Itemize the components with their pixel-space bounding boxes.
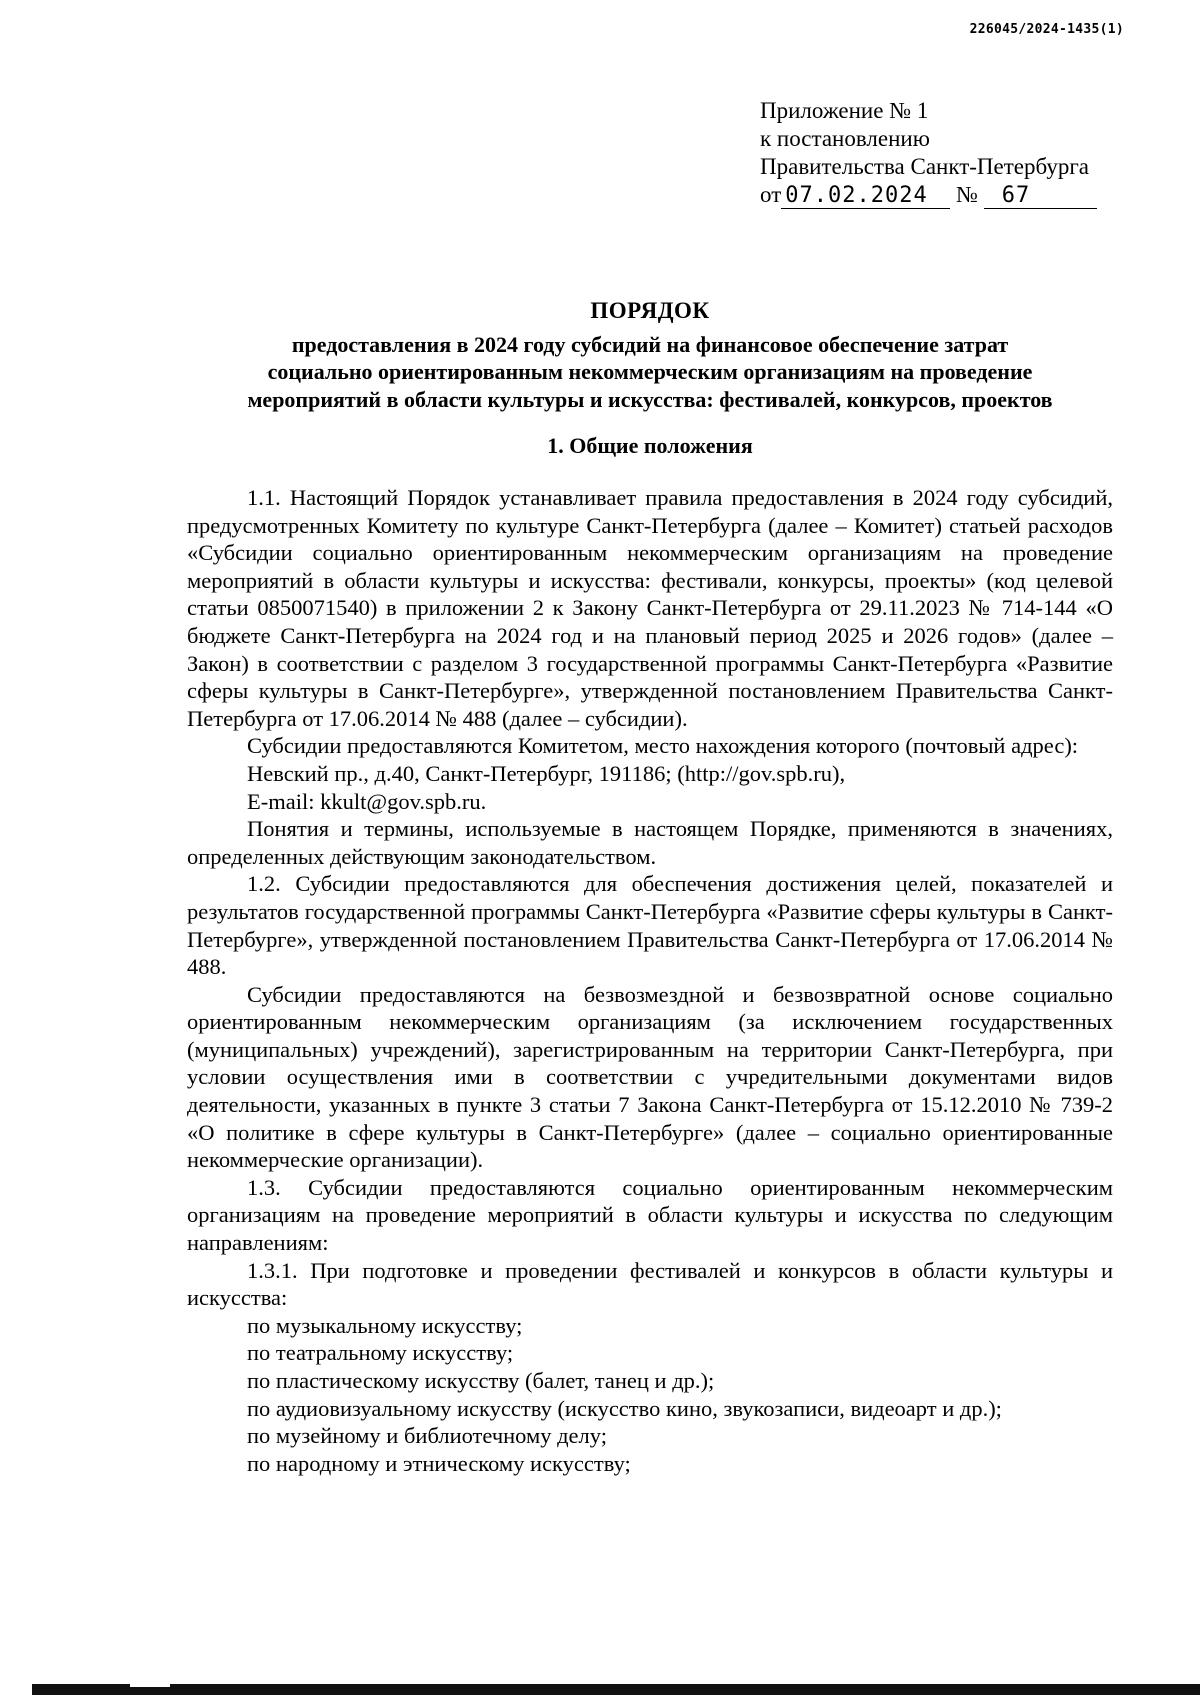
list-item: по музейному и библиотечному делу; (247, 1423, 607, 1449)
title-main: ПОРЯДОК (590, 298, 710, 323)
appendix-line-3: Правительства Санкт-Петербурга (760, 154, 1089, 179)
paragraph: Невский пр., д.40, Санкт-Петербург, 191186; (http://gov.spb.ru), (247, 760, 846, 786)
scan-edge-gap (130, 1684, 170, 1687)
paragraph: 1.3.1. При подготовке и проведении фестивалей и конкурсов в области культуры и искусства: (187, 1257, 1113, 1311)
section-heading: 1. Общие положения (547, 433, 753, 458)
scan-edge-bar (32, 1684, 1200, 1695)
list-item: по театральному искусству; (247, 1340, 514, 1366)
number-prefix: № (956, 182, 978, 207)
paragraph: Субсидии предоставляются на безвозмездной и безвозвратной основе социально ориентированным некоммерческим организациям (за исключением государственных (муниципальных) учреждений), зарегистрированным на территории Санкт-Петербурга, при условии осуществления ими в соответствии с учредительными документами видов деятельности, указанных в пункте 3 статьи 7 Закона Санкт-Петербурга от 15.12.2010 № 739-2 «О политике в сфере культуры в Санкт-Петербурге» (далее – социально ориентированные некоммерческие организации). (187, 981, 1113, 1173)
date-prefix: от (760, 182, 782, 207)
appendix-line-2: к постановлению (760, 126, 930, 151)
appendix-header (760, 97, 1097, 209)
paragraph: E-mail: kkult@gov.spb.ru. (247, 788, 487, 814)
paragraph: 1.2. Субсидии предоставляются для обеспечения достижения целей, показателей и результатов государственной программы Санкт-Петербурга «Развитие сферы культуры в Санкт-Петербурге», утвержденной постановлением Правительства Санкт-Петербурга от 17.06.2014 № 488. (187, 871, 1113, 980)
appendix-date-line (760, 181, 1097, 209)
paragraph: 1.3. Субсидии предоставляются социально ориентированным некоммерческим организациям на проведение мероприятий в области культуры и искусства по следующим направлениям: (187, 1174, 1113, 1256)
date-field (781, 183, 950, 209)
list-item: по музыкальному искусству; (247, 1312, 523, 1338)
list-item: по аудиовизуальному искусству (искусство кино, звукозаписи, видеоарт и др.); (247, 1395, 1002, 1421)
title-line-1: предоставления в 2024 году субсидий на финансовое обеспечение затрат (291, 331, 1009, 357)
document-id: 226045/2024-1435(1) (969, 22, 1124, 37)
paragraph: Субсидии предоставляются Комитетом, место нахождения которого (почтовый адрес): (247, 733, 1079, 759)
appendix-line-1: Приложение № 1 (760, 98, 929, 123)
number-value: 67 (1001, 183, 1031, 208)
document-title (190, 297, 1110, 413)
title-line-3: мероприятий в области культуры и искусства: фестивалей, конкурсов, проектов (247, 386, 1053, 412)
list-item: по пластическому искусству (балет, танец и др.); (247, 1368, 715, 1393)
list-item: по народному и этническому искусству; (247, 1450, 631, 1476)
title-line-2: социально ориентированным некоммерческим организациям на проведение (267, 359, 1033, 384)
paragraph: Понятия и термины, используемые в настоящем Порядке, применяются в значениях, определенных действующим законодательством. (187, 816, 1113, 869)
paragraph: 1.1. Настоящий Порядок устанавливает правила предоставления в 2024 году субсидий, предусмотренных Комитету по культуре Санкт-Петербурга (далее – Комитет) статьей расходов «Субсидии социально ориентированным некоммерческим организациям на проведение мероприятий в области культуры и искусства: фестивали, конкурсы, проекты» (код целевой статьи 0850071540) в приложении 2 к Закону Санкт-Петербурга от 29.11.2023 № 714-144 «О бюджете Санкт-Петербурга на 2024 год и на плановый период 2025 и 2026 годов» (далее – Закон) в соответствии с разделом 3 государственной программы Санкт-Петербурга «Развитие сферы культуры в Санкт-Петербурге», утвержденной постановлением Правительства Санкт-Петербурга от 17.06.2014 № 488 (далее – субсидии). (187, 485, 1113, 731)
document-body (187, 484, 1113, 1477)
number-field (984, 183, 1097, 209)
date-value: 07.02.2024 (785, 183, 928, 208)
